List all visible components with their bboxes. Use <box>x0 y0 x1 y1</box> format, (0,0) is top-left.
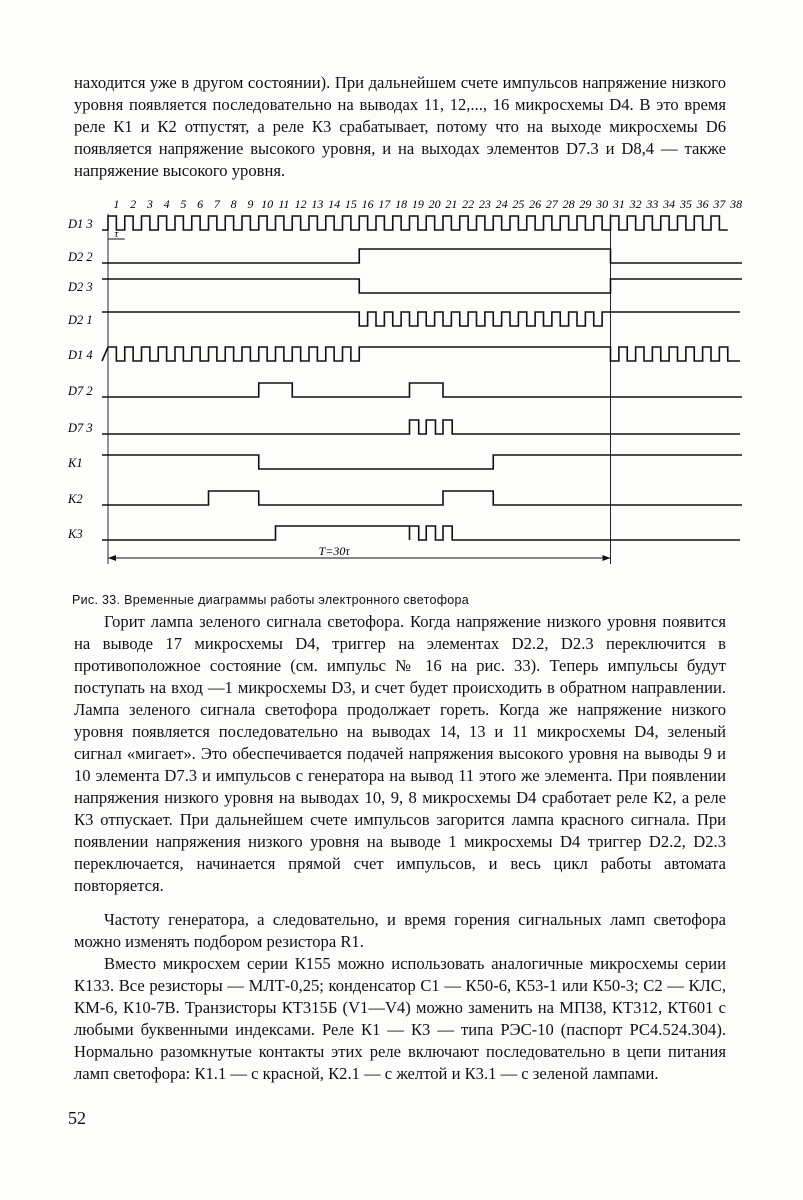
middle-paragraph: Горит лампа зеленого сигнала светофора. Когда напряжение низкого уровня появится на выводе 17 микросхемы D4, триггер на элементах D2.2, D2.3 переключится в противоположное состояние (см. импульс № 16 на рис. 33). Теперь импульсы будут поступать на вход —1 микросхемы D3, и счет будет происходить в обратном направлении. Лампа зеленого сигнала светофора продолжает гореть. Когда же напряжение низкого уровня появляется последовательно на выводах 14, 13 и 11 микросхемы D4, зеленый сигнал «мигает». Это обеспечивается подачей напряжения высокого уровня на выводы 9 и 10 элемента D7.3 и импульсов с генератора на вывод 11 этого же элемента. При появлении напряжения низкого уровня на выводах 10, 9, 8 микросхемы D4 сработает реле К2, а реле К3 отпускает. При дальнейшем счете импульсов загорится лампа красного сигнала. При появлении напряжения низкого уровня на выводе 1 микросхемы D4 триггер D2.2, D2.3 переключается, начинается прямой счет импульсов, и весь цикл работы автомата повторяется. <box>74 612 726 895</box>
pulse-number: 32 <box>629 197 642 211</box>
pulse-number: 36 <box>696 197 709 211</box>
pulse-number: 15 <box>344 197 357 211</box>
pulse-number: 26 <box>529 197 542 211</box>
signal-trace <box>102 279 742 293</box>
signal-trace <box>102 249 742 263</box>
signal-label: K2 <box>68 492 83 506</box>
pulse-number: 13 <box>311 197 324 211</box>
pulse-number: 1 <box>113 197 120 211</box>
pulse-number: 9 <box>247 197 254 211</box>
signal-label: D2 3 <box>68 280 93 294</box>
pulse-number: 7 <box>213 197 220 211</box>
paragraph-frequency: Частоту генератора, а следовательно, и время горения сигнальных ламп светофора можно изменять подбором резистора R1. <box>74 910 726 951</box>
figure-caption: Рис. 33. Временные диаграммы работы электронного светофора <box>72 593 470 607</box>
signal-label: D7 3 <box>68 421 93 435</box>
pulse-number: 11 <box>278 197 290 211</box>
pulse-number: 27 <box>545 197 558 211</box>
pulse-number: 21 <box>445 197 458 211</box>
signal-trace <box>102 383 742 397</box>
pulse-number: 8 <box>230 197 237 211</box>
page-number: 52 <box>68 1108 86 1128</box>
signal-trace <box>102 216 728 230</box>
pulse-number: 19 <box>411 197 424 211</box>
pulse-number: 29 <box>579 197 592 211</box>
pulse-number: 5 <box>180 197 187 211</box>
tau-label: τ <box>114 228 119 240</box>
pulse-number: 12 <box>294 197 307 211</box>
pulse-number: 22 <box>462 197 475 211</box>
signal-trace <box>102 347 740 361</box>
signal-trace <box>102 491 742 505</box>
pulse-number: 3 <box>146 197 153 211</box>
signal-trace <box>102 455 742 469</box>
signal-label: D2 1 <box>68 313 93 327</box>
top-paragraph: находится уже в другом состоянии). При дальнейшем счете импульсов напряжение низкого уровня появляется последовательно на выводах 11, 12,..., 16 микросхемы D4. В это время реле К1 и К2 отпустят, а реле К3 срабатывает, потому что на выходе микросхемы D6 появляется напряжение высокого уровня, и на выходах элементов D7.3 и D8,4 — также напряжение высокого уровня. <box>74 73 726 180</box>
pulse-number: 33 <box>646 197 659 211</box>
pulse-number: 17 <box>378 197 391 211</box>
signal-trace <box>102 526 740 540</box>
pulse-number: 30 <box>596 197 609 211</box>
timing-diagram <box>66 192 742 584</box>
paragraph-parts: Вместо микросхем серии К155 можно использовать аналогичные микросхемы серии К133. Все резисторы — МЛТ-0,25; конденсатор С1 — К50-6, К53-1 или К50-3; С2 — КЛС, КМ-6, К10-7В. Транзисторы КТ315Б (V1—V4) можно заменить на МП38, КТ312, КТ601 с любыми буквенными индексами. Реле К1 — К3 — типа РЭС-10 (паспорт РС4.524.304). Нормально разомкнутые контакты этих реле включают последовательно в цепи питания ламп светофора: К1.1 — с красной, К2.1 — с желтой и К3.1 — с зеленой лампами. <box>74 954 726 1083</box>
signal-trace <box>102 420 740 434</box>
signal-label: D7 2 <box>68 384 93 398</box>
signal-label: K1 <box>68 456 83 470</box>
pulse-number: 6 <box>197 197 204 211</box>
pulse-number: 4 <box>163 197 170 211</box>
pulse-number: 23 <box>478 197 491 211</box>
pulse-number: 14 <box>328 197 341 211</box>
annotations <box>108 228 611 561</box>
pulse-number-row <box>113 197 742 211</box>
period-label: T=30τ <box>318 544 350 558</box>
signal-label: D1 4 <box>68 348 93 362</box>
signal-labels <box>67 217 93 541</box>
pulse-number: 18 <box>395 197 408 211</box>
pulse-number: 16 <box>361 197 374 211</box>
pulse-number: 24 <box>495 197 508 211</box>
pulse-number: 35 <box>679 197 692 211</box>
pulse-number: 37 <box>713 197 726 211</box>
pulse-number: 38 <box>730 197 742 211</box>
signal-trace <box>102 312 740 326</box>
signal-label: D1 3 <box>68 217 93 231</box>
pulse-number: 28 <box>562 197 575 211</box>
signal-label: K3 <box>68 527 83 541</box>
pulse-number: 25 <box>512 197 525 211</box>
pulse-number: 34 <box>663 197 676 211</box>
signal-label: D2 2 <box>68 250 93 264</box>
pulse-number: 2 <box>130 197 137 211</box>
pulse-number: 31 <box>612 197 625 211</box>
pulse-number: 20 <box>428 197 441 211</box>
signal-traces <box>102 216 742 540</box>
pulse-number: 10 <box>261 197 274 211</box>
guide-lines <box>108 214 611 564</box>
